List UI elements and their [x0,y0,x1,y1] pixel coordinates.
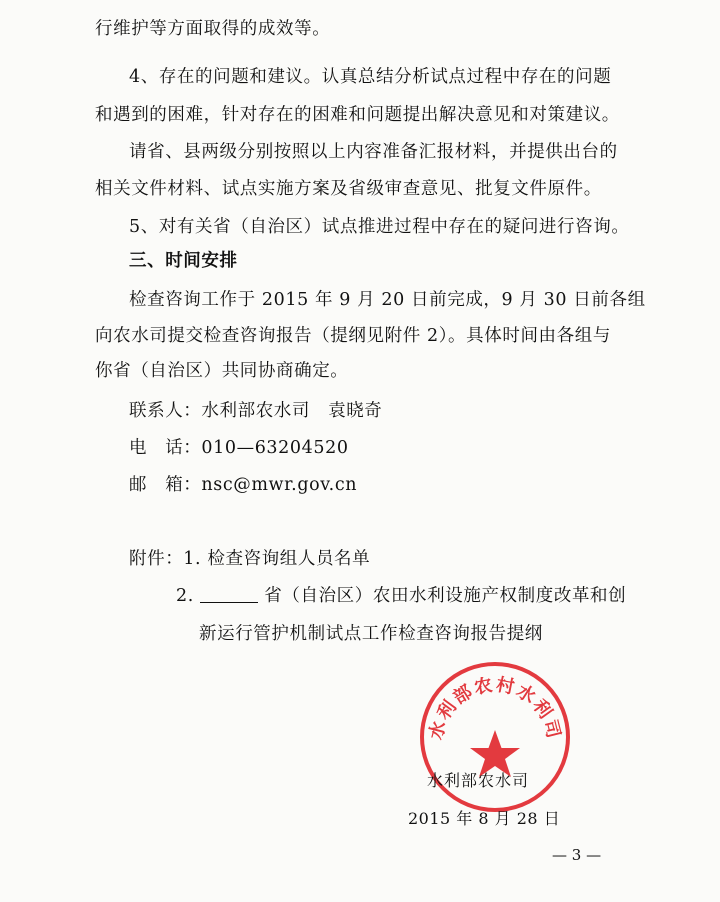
body-line-3: 和遇到的困难，针对存在的困难和问题提出解决意见和对策建议。 [95,105,620,125]
seal-text: 水利部农村水利司 [425,674,565,743]
body-line-5: 相关文件材料、试点实施方案及省级审查意见、批复文件原件。 [95,179,602,199]
body-line-6: 5、对有关省（自治区）试点推进过程中存在的疑问进行咨询。 [129,217,630,237]
signature-date: 2015 年 8 月 28 日 [408,809,561,828]
attachment-2-continued: 新运行管护机制试点工作检查咨询报告提纲 [199,624,543,644]
signature-org: 水利部农水司 [427,771,530,790]
contact-person: 联系人：水利部农水司 袁晓奇 [129,401,383,421]
body-line-2: 4、存在的问题和建议。认真总结分析试点过程中存在的问题 [129,67,612,87]
body-line-9: 向农水司提交检查咨询报告（提纲见附件 2）。具体时间由各组与 [95,326,611,346]
attachment-2-title: 省（自治区）农田水利设施产权制度改革和创 [264,586,627,606]
body-line-8: 检查咨询工作于 2015 年 9 月 20 日前完成，9 月 30 日前各组 [129,290,646,310]
contact-phone: 电 话：010—63204520 [129,438,349,458]
body-line-1: 行维护等方面取得的成效等。 [95,19,331,39]
attachment-2-number: 2. [176,586,194,606]
attachment-2 [176,585,626,607]
contact-email: 邮 箱：nsc@mwr.gov.cn [129,475,358,495]
blank-line [200,586,258,603]
body-line-4: 请省、县两级分别按照以上内容准备汇报材料，并提供出台的 [129,142,618,162]
attachment-1: 附件：1. 检查咨询组人员名单 [129,549,371,569]
section-heading-schedule: 三、时间安排 [129,251,238,271]
page-number: — 3 — [552,846,602,864]
body-line-10: 你省（自治区）共同协商确定。 [95,361,349,381]
